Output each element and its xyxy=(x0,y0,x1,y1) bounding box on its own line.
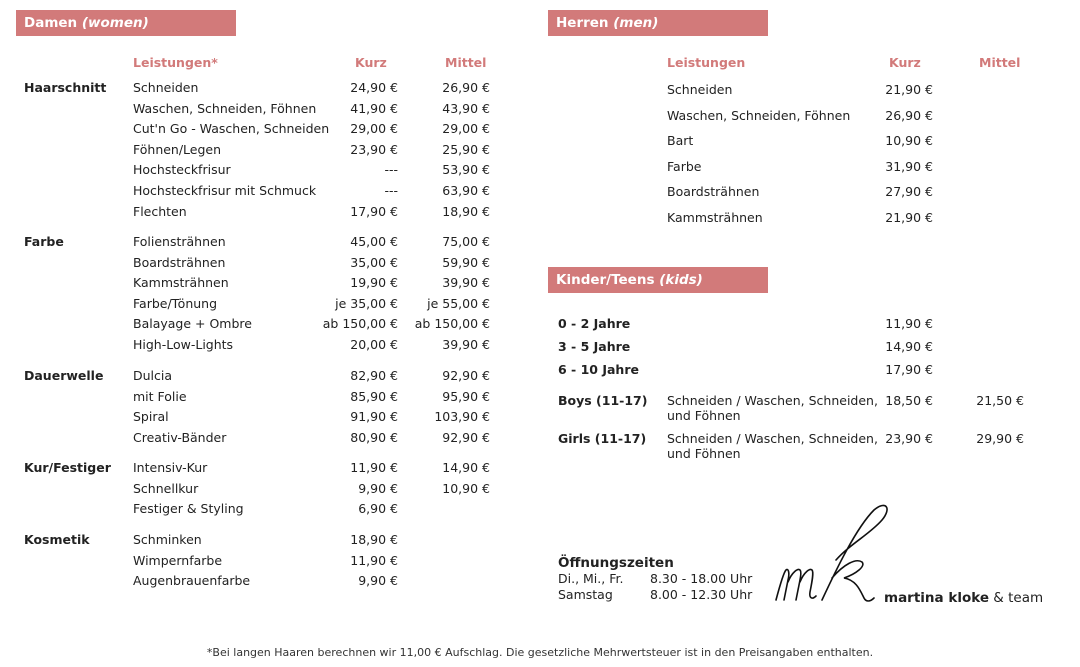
men-service-name: Farbe xyxy=(667,158,702,174)
men-banner-title: Herren xyxy=(556,15,609,31)
teens-price-short: 23,90 € xyxy=(885,431,933,446)
men-price-short: 21,90 € xyxy=(885,210,933,225)
hours-day-1: Samstag xyxy=(558,587,613,602)
women-price-short: 82,90 € xyxy=(350,368,398,383)
women-price-medium xyxy=(390,552,490,570)
kids-age-group: 3 - 5 Jahre xyxy=(558,339,631,354)
women-price-medium: 92,90 € xyxy=(442,368,490,383)
women-category: Kur/Festiger xyxy=(24,460,111,475)
kids-age-group: 0 - 2 Jahre xyxy=(558,316,631,331)
women-service-name: Boardsträhnen xyxy=(133,254,226,270)
women-price-short: 18,90 € xyxy=(350,532,398,547)
women-price-short: --- xyxy=(384,183,398,198)
men-price-short: 21,90 € xyxy=(885,82,933,97)
men-col-short: Kurz xyxy=(889,55,921,70)
women-service-name: Spiral xyxy=(133,409,169,425)
women-banner-title: Damen xyxy=(24,15,78,31)
women-banner-subtitle: (women) xyxy=(81,15,149,31)
women-service-name: Schnellkur xyxy=(133,480,199,496)
teens-group: Boys (11-17) xyxy=(558,393,648,408)
men-service-name: Boardsträhnen xyxy=(667,184,760,200)
women-service-name: Augenbrauenfarbe xyxy=(133,573,251,589)
women-category: Haarschnitt xyxy=(24,80,107,95)
women-service-name: Balayage + Ombre xyxy=(133,316,252,332)
logo-wordmark xyxy=(884,590,1043,606)
women-price-medium: 92,90 € xyxy=(442,429,490,445)
teens-service-line1: Schneiden / Waschen, Schneiden, xyxy=(667,393,878,408)
mk-logo-monogram xyxy=(770,500,900,610)
women-service-name: Foliensträhnen xyxy=(133,234,226,249)
women-price-short: 9,90 € xyxy=(358,573,398,589)
women-price-short: 19,90 € xyxy=(350,275,398,291)
teens-service-line2: und Föhnen xyxy=(667,446,741,461)
hours-title: Öffnungszeiten xyxy=(558,555,674,571)
women-price-short: 23,90 € xyxy=(350,141,398,157)
logo-name: martina kloke xyxy=(884,590,989,606)
women-service-name: Schminken xyxy=(133,532,202,547)
women-category: Dauerwelle xyxy=(24,368,104,383)
women-banner xyxy=(16,10,236,36)
women-price-medium: 18,90 € xyxy=(442,203,490,219)
women-price-medium xyxy=(390,500,490,518)
men-price-short: 26,90 € xyxy=(885,107,933,123)
women-service-name: Kammsträhnen xyxy=(133,275,229,291)
women-price-short: je 35,00 € xyxy=(335,295,398,311)
women-price-short: 85,90 € xyxy=(350,388,398,404)
women-col-medium: Mittel xyxy=(445,55,487,70)
kids-banner-title: Kinder/Teens xyxy=(556,272,655,288)
women-col-short: Kurz xyxy=(355,55,387,70)
teens-group: Girls (11-17) xyxy=(558,431,647,446)
women-price-short: 91,90 € xyxy=(350,409,398,425)
teens-service-line1: Schneiden / Waschen, Schneiden, xyxy=(667,431,878,446)
women-service-name: Schneiden xyxy=(133,80,199,95)
teens-price-medium: 29,90 € xyxy=(976,431,1024,446)
women-price-medium xyxy=(390,572,490,590)
women-service-name: Waschen, Schneiden, Föhnen xyxy=(133,100,317,116)
women-service-name: Wimpernfarbe xyxy=(133,552,223,568)
women-price-short: ab 150,00 € xyxy=(322,316,398,332)
women-service-name: Festiger & Styling xyxy=(133,501,244,517)
kids-price-short: 14,90 € xyxy=(885,339,933,354)
men-price-short: 31,90 € xyxy=(885,158,933,174)
women-price-short: 11,90 € xyxy=(350,460,398,475)
women-price-medium: 63,90 € xyxy=(442,183,490,198)
kids-age-group: 6 - 10 Jahre xyxy=(558,362,639,377)
women-price-short: 6,90 € xyxy=(358,501,398,517)
women-price-short: 24,90 € xyxy=(350,80,398,95)
men-col-medium: Mittel xyxy=(979,55,1021,70)
women-price-short: 9,90 € xyxy=(358,480,398,496)
men-service-name: Kammsträhnen xyxy=(667,210,763,225)
women-price-medium: 53,90 € xyxy=(442,162,490,178)
kids-banner xyxy=(548,267,768,293)
men-price-short: 10,90 € xyxy=(885,133,933,149)
women-price-short: 17,90 € xyxy=(350,203,398,219)
men-banner-subtitle: (men) xyxy=(613,15,659,31)
women-price-short: 80,90 € xyxy=(350,429,398,445)
teens-service-line2: und Föhnen xyxy=(667,408,741,423)
men-service-name: Bart xyxy=(667,133,694,149)
women-price-short: 29,00 € xyxy=(350,121,398,137)
kids-price-short: 11,90 € xyxy=(885,316,933,331)
women-price-medium: 59,90 € xyxy=(442,254,490,270)
women-price-medium: 103,90 € xyxy=(434,409,490,425)
women-price-medium: 95,90 € xyxy=(442,388,490,404)
logo-team: & team xyxy=(989,590,1044,606)
women-price-medium: 26,90 € xyxy=(442,80,490,95)
women-price-medium: 14,90 € xyxy=(442,460,490,475)
women-service-name: Hochsteckfrisur xyxy=(133,162,231,178)
teens-price-short: 18,50 € xyxy=(885,393,933,408)
men-price-short: 27,90 € xyxy=(885,184,933,200)
hours-day-0: Di., Mi., Fr. xyxy=(558,571,624,586)
women-price-short: 35,00 € xyxy=(350,254,398,270)
men-banner xyxy=(548,10,768,36)
women-category: Farbe xyxy=(24,234,64,249)
women-price-medium: 29,00 € xyxy=(442,121,490,137)
women-price-short: 45,00 € xyxy=(350,234,398,249)
teens-price-medium: 21,50 € xyxy=(976,393,1024,408)
men-col-service: Leistungen xyxy=(667,55,746,70)
women-service-name: Flechten xyxy=(133,203,187,219)
women-price-short: --- xyxy=(384,162,398,178)
women-service-name: Cut'n Go - Waschen, Schneiden xyxy=(133,121,330,137)
kids-price-short: 17,90 € xyxy=(885,362,933,377)
women-price-medium: je 55,00 € xyxy=(427,295,490,311)
women-service-name: Dulcia xyxy=(133,368,173,383)
women-price-medium: 75,00 € xyxy=(442,234,490,249)
women-col-service: Leistungen* xyxy=(133,55,218,70)
women-price-medium: ab 150,00 € xyxy=(414,316,490,332)
women-price-medium: 10,90 € xyxy=(442,480,490,496)
kids-banner-subtitle: (kids) xyxy=(659,272,703,288)
women-category: Kosmetik xyxy=(24,532,90,547)
women-price-medium xyxy=(390,531,490,549)
women-service-name: High-Low-Lights xyxy=(133,337,234,352)
women-service-name: Hochsteckfrisur mit Schmuck xyxy=(133,183,317,198)
women-service-name: Intensiv-Kur xyxy=(133,460,208,475)
footnote: *Bei langen Haaren berechnen wir 11,00 € Aufschlag. Die gesetzliche Mehrwertsteuer ist in den Preisangaben enthalten. xyxy=(206,646,874,659)
women-price-medium: 39,90 € xyxy=(442,275,490,291)
women-service-name: mit Folie xyxy=(133,388,187,404)
men-service-name: Waschen, Schneiden, Föhnen xyxy=(667,107,851,123)
women-service-name: Farbe/Tönung xyxy=(133,295,218,311)
hours-time-1: 8.00 - 12.30 Uhr xyxy=(650,587,753,602)
women-price-medium: 43,90 € xyxy=(442,100,490,116)
men-service-name: Schneiden xyxy=(667,82,733,97)
women-price-short: 20,00 € xyxy=(350,337,398,352)
hours-time-0: 8.30 - 18.00 Uhr xyxy=(650,571,753,586)
women-service-name: Föhnen/Legen xyxy=(133,141,222,157)
women-price-short: 11,90 € xyxy=(350,552,398,568)
women-price-medium: 39,90 € xyxy=(442,337,490,352)
women-service-name: Creativ-Bänder xyxy=(133,429,227,445)
women-price-medium: 25,90 € xyxy=(442,141,490,157)
women-price-short: 41,90 € xyxy=(350,100,398,116)
